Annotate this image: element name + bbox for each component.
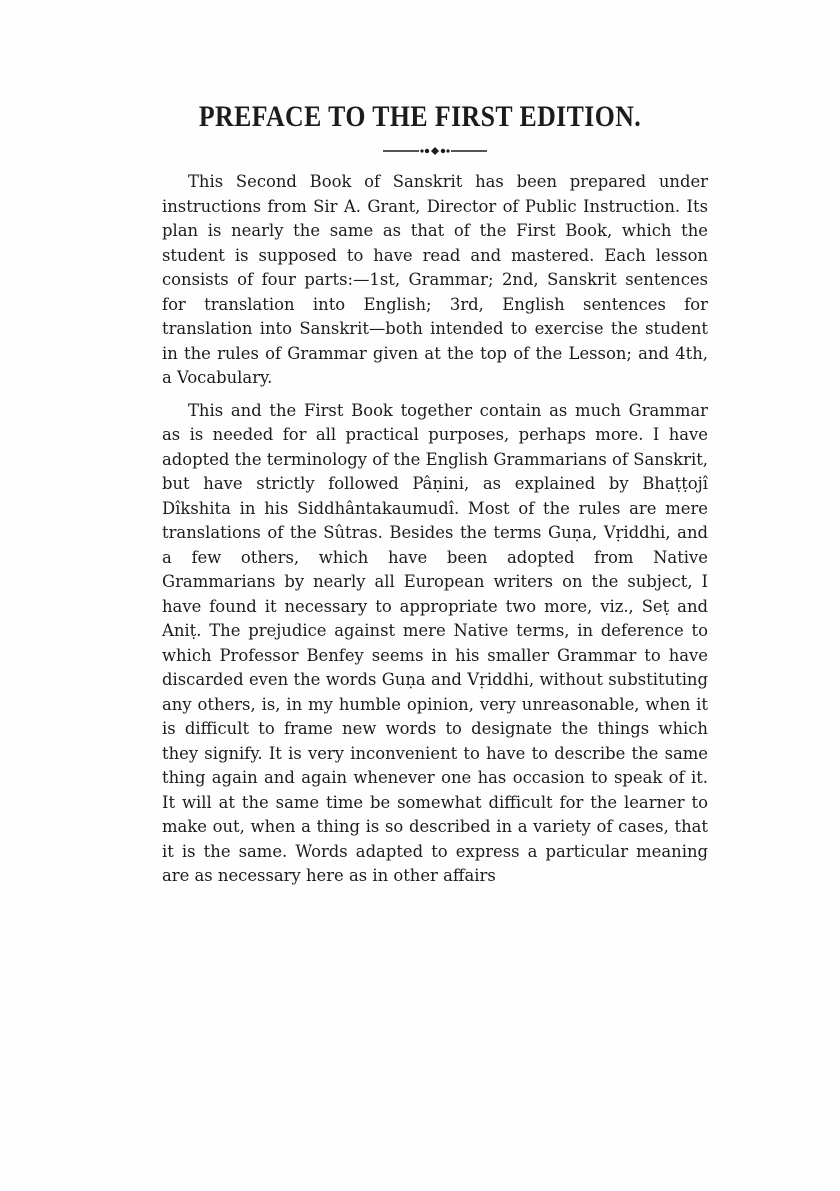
preface-body (162, 170, 708, 889)
paragraph-1: This Second Book of Sanskrit has been prepared under instructions from Sir A. Grant, Director of Public Instruction. Its plan is nearly the same as that of the First Book, which the student is supposed to have read and mastered. Each lesson consists of four parts:—1st, Grammar; 2nd, Sanskrit sentences for translation into English; 3rd, English sentences for translation into Sanskrit—both intended to exercise the student in the rules of Grammar given at the top of the Lesson; and 4th, a Vocabulary. (162, 172, 708, 387)
page-title: PREFACE TO THE FIRST EDITION. (198, 100, 642, 133)
paragraph-2: This and the First Book together contain as much Grammar as is needed for all practical purposes, perhaps more. I have adopted the terminology of the English Grammarians of Sanskrit, but have strictly followed Pâṇini, as explained by Bhaṭṭojî Dîkshita in his Siddhântakaumudî. Most of the rules are mere translations of the Sûtras. Besides the terms Guṇa, Vṛiddhi, and a few others, which have been adopted from Native Grammarians by nearly all European writers on the subject, I have found it necessary to appropriate two more, viz., Seṭ and Aniṭ. The prejudice against mere Native terms, in deference to which Professor Benfey seems in his smaller Grammar to have discarded even the words Guṇa and Vṛiddhi, without substituting any others, is, in my humble opinion, very unreasonable, when it is difficult to frame new words to designate the things which they signify. It is very inconvenient to have to describe the same thing again and again whenever one has occasion to speak of it. It will at the same time be somewhat difficult for the learner to make out, when a thing is so described in a variety of cases, that it is the same. Words adapted to express a particular meaning are as necessary here as in other affairs (162, 400, 708, 885)
title-ornament (383, 146, 487, 156)
